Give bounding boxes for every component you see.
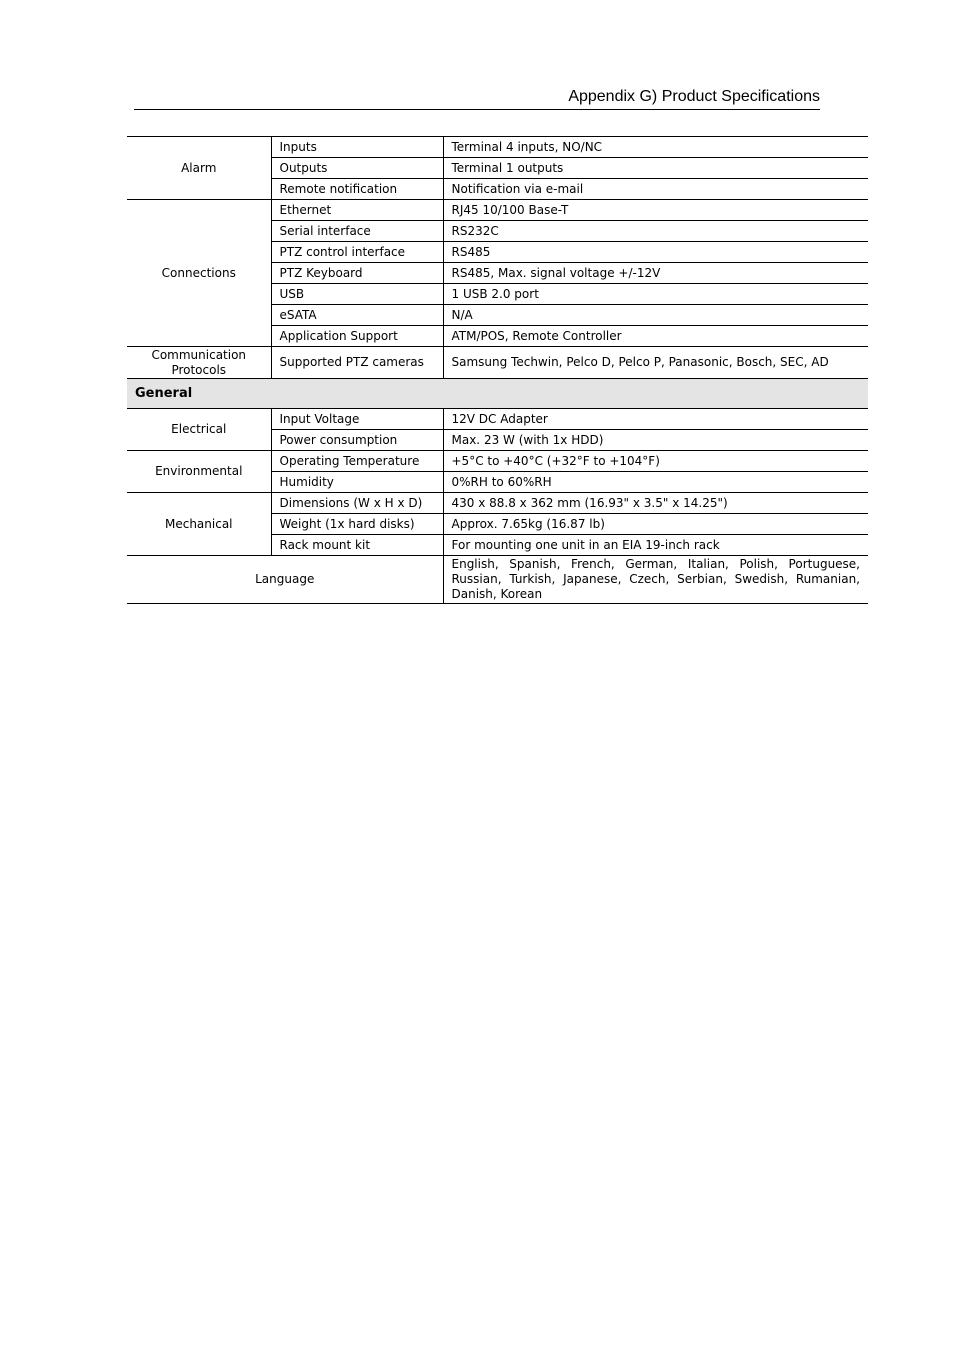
value-cell: Max. 23 W (with 1x HDD) [443,430,868,451]
category-mechanical: Mechanical [127,493,271,556]
page-header [134,88,820,110]
value-cell: For mounting one unit in an EIA 19-inch rack [443,535,868,556]
item-cell: Serial interface [271,221,443,242]
category-alarm: Alarm [127,137,271,200]
category-communication-protocols [127,347,271,379]
item-cell: Supported PTZ cameras [271,347,443,379]
category-environmental: Environmental [127,451,271,493]
item-cell: Weight (1x hard disks) [271,514,443,535]
value-cell: 0%RH to 60%RH [443,472,868,493]
item-cell: Humidity [271,472,443,493]
item-cell: Remote notification [271,179,443,200]
value-cell: 12V DC Adapter [443,409,868,430]
item-cell: Dimensions (W x H x D) [271,493,443,514]
value-cell: 1 USB 2.0 port [443,284,868,305]
header-title: Appendix G) Product Specifications [568,88,820,105]
item-cell: Outputs [271,158,443,179]
category-language: Language [127,556,443,604]
item-cell: USB [271,284,443,305]
value-cell: N/A [443,305,868,326]
category-connections: Connections [127,200,271,347]
value-cell: Terminal 1 outputs [443,158,868,179]
item-cell: PTZ control interface [271,242,443,263]
value-cell: Approx. 7.65kg (16.87 lb) [443,514,868,535]
item-cell: Application Support [271,326,443,347]
value-cell: RS232C [443,221,868,242]
section-header-general [127,379,868,409]
item-cell: Inputs [271,137,443,158]
value-cell: +5°C to +40°C (+32°F to +104°F) [443,451,868,472]
table-row [127,137,868,158]
item-cell: eSATA [271,305,443,326]
item-cell: Operating Temperature [271,451,443,472]
value-cell: ATM/POS, Remote Controller [443,326,868,347]
item-cell: Ethernet [271,200,443,221]
value-cell: Samsung Techwin, Pelco D, Pelco P, Panasonic, Bosch, SEC, AD [443,347,868,379]
item-cell: Input Voltage [271,409,443,430]
table-row [127,451,868,472]
value-cell: English, Spanish, French, German, Italian, Polish, Portuguese, Russian, Turkish, Japanese, Czech, Serbian, Swedish, Rumanian, Danish, Korean [443,556,868,604]
table-row [127,409,868,430]
item-cell: Rack mount kit [271,535,443,556]
value-cell: Terminal 4 inputs, NO/NC [443,137,868,158]
value-cell: RJ45 10/100 Base-T [443,200,868,221]
category-electrical: Electrical [127,409,271,451]
section-title: General [127,379,868,409]
value-cell: Notification via e-mail [443,179,868,200]
value-cell: 430 x 88.8 x 362 mm (16.93" x 3.5" x 14.25") [443,493,868,514]
value-cell: RS485 [443,242,868,263]
category-line: Communication [151,347,247,362]
table-row [127,556,868,604]
table-row [127,200,868,221]
item-cell: Power consumption [271,430,443,451]
table-row [127,493,868,514]
value-cell: RS485, Max. signal voltage +/-12V [443,263,868,284]
table-row [127,347,868,379]
item-cell: PTZ Keyboard [271,263,443,284]
spec-table [127,136,868,604]
category-line: Protocols [171,362,227,377]
